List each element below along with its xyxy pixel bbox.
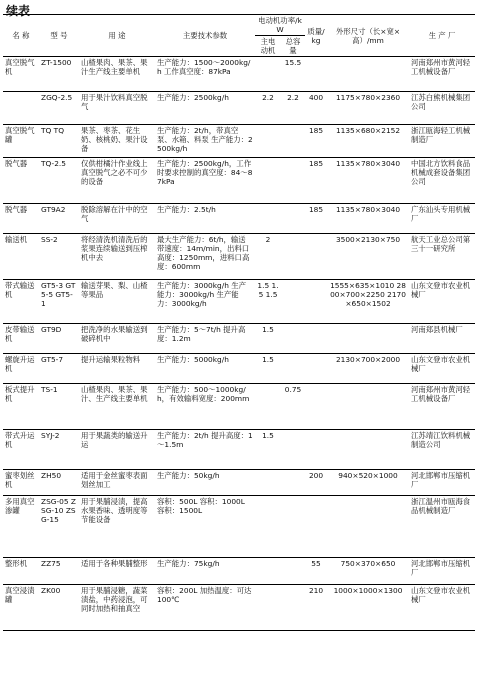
cell-mass xyxy=(305,430,327,470)
cell-usage: 将经清洗机清洗后的浆果连续输送到压榨机中去 xyxy=(79,234,155,280)
cell-name: 脱气器 xyxy=(3,204,39,234)
cell-mass xyxy=(305,496,327,558)
cell-motor-main xyxy=(255,470,281,496)
table-row xyxy=(3,585,475,631)
cell-motor-total xyxy=(281,324,305,354)
cell-usage: 适用于各种果脯整形 xyxy=(79,558,155,585)
cell-size xyxy=(327,324,409,354)
cell-motor-total xyxy=(281,496,305,558)
cell-motor-total xyxy=(281,558,305,585)
cell-motor-main xyxy=(255,496,281,558)
cell-tech: 生产能力：500～1000kg/h，有效输料宽度：200mm xyxy=(155,384,255,430)
cell-size: 750×370×650 xyxy=(327,558,409,585)
table-row xyxy=(3,384,475,430)
cell-name: 真空脱气罐 xyxy=(3,125,39,158)
cell-maker: 山东文登市农业机械厂 xyxy=(409,280,475,324)
cell-motor-main: 2.2 xyxy=(255,92,281,125)
cell-name xyxy=(3,92,39,125)
cell-usage: 把洗净的水果输送到破碎机中 xyxy=(79,324,155,354)
cell-model: GT5-7 xyxy=(39,354,79,384)
cell-usage: 用于果脯浸糖，蔬菜渍盐，中药浸泡，可同时加热和抽真空 xyxy=(79,585,155,631)
cell-mass: 200 xyxy=(305,470,327,496)
cell-motor-total xyxy=(281,430,305,470)
cell-motor-total xyxy=(281,585,305,631)
cell-tech: 生产能力：50kg/h xyxy=(155,470,255,496)
cell-maker: 浙江温州市瓯海食品机械制造厂 xyxy=(409,496,475,558)
cell-motor-main: 2 xyxy=(255,234,281,280)
cell-model: ZH50 xyxy=(39,470,79,496)
table-row xyxy=(3,324,475,354)
cell-size: 1555×635×1010 2800×700×2250 2170×650×1502 xyxy=(327,280,409,324)
cell-model: GT5-3 GT5-5 GT5-1 xyxy=(39,280,79,324)
cell-motor-main xyxy=(255,384,281,430)
cell-name: 板式提升机 xyxy=(3,384,39,430)
cell-usage: 提升运输果粒物料 xyxy=(79,354,155,384)
cell-tech: 生产能力：5000kg/h xyxy=(155,354,255,384)
cell-model: TQ-2.5 xyxy=(39,158,79,204)
cell-tech: 生产能力：2500kg/h xyxy=(155,92,255,125)
cell-maker: 河南郑县机械厂 xyxy=(409,324,475,354)
header-motor-total: 总容量 xyxy=(281,36,305,57)
cell-motor-total: 0.75 xyxy=(281,384,305,430)
cell-mass xyxy=(305,384,327,430)
cell-size xyxy=(327,430,409,470)
table-row xyxy=(3,558,475,585)
cell-usage: 山楂果肉、果茶、果汁、生产线主要单机 xyxy=(79,384,155,430)
cell-usage: 适用于金丝蜜枣表面划丝加工 xyxy=(79,470,155,496)
header-size: 外形尺寸（长×宽×高）/mm xyxy=(327,15,409,57)
cell-motor-main: 1.5 xyxy=(255,354,281,384)
cell-maker: 河南郑州市黄河轻工机械设备厂 xyxy=(409,384,475,430)
cell-name: 带式输送机 xyxy=(3,280,39,324)
cell-motor-main xyxy=(255,204,281,234)
cell-motor-total xyxy=(281,158,305,204)
cell-motor-total xyxy=(281,354,305,384)
cell-size: 1000×1000×1300 xyxy=(327,585,409,631)
cell-model: TS-1 xyxy=(39,384,79,430)
cell-tech: 生产能力：5～7t/h 提升高度：1.2m xyxy=(155,324,255,354)
cell-model: ZK00 xyxy=(39,585,79,631)
table-row xyxy=(3,158,475,204)
cell-tech: 容积：200L 加热温度：可达100℃ xyxy=(155,585,255,631)
table-row xyxy=(3,125,475,158)
cell-motor-total xyxy=(281,125,305,158)
cell-size: 1175×780×2360 xyxy=(327,92,409,125)
cell-maker: 河南郑州市黄河轻工机械设备厂 xyxy=(409,57,475,92)
cell-tech: 生产能力：2.5t/h xyxy=(155,204,255,234)
header-usage: 用 途 xyxy=(79,15,155,57)
cell-motor-total xyxy=(281,204,305,234)
cell-mass xyxy=(305,57,327,92)
cell-name: 皮带输送机 xyxy=(3,324,39,354)
cell-tech: 容积：500L 容积：1000L 容积：1500L xyxy=(155,496,255,558)
header-model: 型 号 xyxy=(39,15,79,57)
cell-model: ZZ75 xyxy=(39,558,79,585)
cell-name: 多用真空渗罐 xyxy=(3,496,39,558)
cell-mass: 185 xyxy=(305,158,327,204)
cell-usage: 用于果汁饮料真空脱气 xyxy=(79,92,155,125)
cell-motor-total xyxy=(281,470,305,496)
header-tech: 主要技术参数 xyxy=(155,15,255,57)
cell-usage: 山楂果肉、果茶、果汁生产线主要单机 xyxy=(79,57,155,92)
cell-name: 整形机 xyxy=(3,558,39,585)
equipment-table xyxy=(3,14,475,631)
cell-size: 1135×780×3040 xyxy=(327,158,409,204)
cell-tech: 生产能力：2t/h，带真空泵、水箱、料泵 生产能力：2500kg/h xyxy=(155,125,255,158)
table-row xyxy=(3,496,475,558)
cell-name: 蜜枣划丝机 xyxy=(3,470,39,496)
cell-mass xyxy=(305,234,327,280)
cell-usage: 果茶、枣茶、花生奶、核桃奶、果汁设备 xyxy=(79,125,155,158)
table-row xyxy=(3,92,475,125)
cell-name: 真空浸渍罐 xyxy=(3,585,39,631)
cell-tech: 最大生产能力：6t/h，输送带速度：14m/min，出料口高度：1250mm，进料口高度：600mm xyxy=(155,234,255,280)
header-maker: 生 产 厂 xyxy=(409,15,475,57)
cell-motor-main: 1.5 xyxy=(255,324,281,354)
table-row xyxy=(3,354,475,384)
cell-motor-main xyxy=(255,158,281,204)
cell-maker: 江苏靖江饮料机械制造公司 xyxy=(409,430,475,470)
cell-model: ZGQ-2.5 xyxy=(39,92,79,125)
table-row xyxy=(3,204,475,234)
cell-size xyxy=(327,384,409,430)
cell-model: SYJ-2 xyxy=(39,430,79,470)
cell-name: 脱气器 xyxy=(3,158,39,204)
cell-motor-main: 1.5 xyxy=(255,430,281,470)
cell-mass xyxy=(305,324,327,354)
cell-size: 1135×780×3040 xyxy=(327,204,409,234)
table-row xyxy=(3,57,475,92)
cell-maker: 山东文登市农业机械厂 xyxy=(409,585,475,631)
table-row xyxy=(3,280,475,324)
cell-tech: 生产能力：3000kg/h 生产能力：3000kg/h 生产能力：3000kg/h xyxy=(155,280,255,324)
table-row xyxy=(3,470,475,496)
cell-size: 3500×2130×750 xyxy=(327,234,409,280)
cell-motor-main xyxy=(255,125,281,158)
cell-mass xyxy=(305,354,327,384)
cell-mass: 185 xyxy=(305,125,327,158)
cell-usage: 仅供柑橘汁作业线上真空脱气之必不可少的设备 xyxy=(79,158,155,204)
cell-usage: 用于果蔬类的输送升运 xyxy=(79,430,155,470)
cell-size xyxy=(327,496,409,558)
cell-motor-main xyxy=(255,558,281,585)
header-name: 名 称 xyxy=(3,15,39,57)
cell-maker: 中国北方饮料食品机械成套设备集团公司 xyxy=(409,158,475,204)
header-mass: 质量/kg xyxy=(305,15,327,57)
cell-maker: 航天工业总公司第三十一研究所 xyxy=(409,234,475,280)
cell-name: 输送机 xyxy=(3,234,39,280)
cell-motor-total: 15.5 xyxy=(281,57,305,92)
cell-motor-total xyxy=(281,280,305,324)
table-row xyxy=(3,234,475,280)
cell-mass: 210 xyxy=(305,585,327,631)
cell-maker: 广东汕头专用机械厂 xyxy=(409,204,475,234)
cell-motor-total xyxy=(281,234,305,280)
cell-tech: 生产能力：2t/h 提升高度：1～1.5m xyxy=(155,430,255,470)
cell-maker: 山东文登市农业机械厂 xyxy=(409,354,475,384)
cell-usage: 脱除溶解在汁中的空气 xyxy=(79,204,155,234)
cell-usage: 输送芽果、梨、山楂等果品 xyxy=(79,280,155,324)
cell-model: GT9D xyxy=(39,324,79,354)
cell-name: 真空脱气机 xyxy=(3,57,39,92)
cell-name: 螺旋升运机 xyxy=(3,354,39,384)
cell-motor-main: 1.5 1.5 1.5 xyxy=(255,280,281,324)
cell-usage: 用于果脯浸渍，提高水果香味、透明度等节能设备 xyxy=(79,496,155,558)
cell-size: 940×520×1000 xyxy=(327,470,409,496)
cell-mass: 185 xyxy=(305,204,327,234)
cell-motor-total: 2.2 xyxy=(281,92,305,125)
table-row xyxy=(3,430,475,470)
cell-model: SS-2 xyxy=(39,234,79,280)
cell-size: 1135×680×2152 xyxy=(327,125,409,158)
cell-model: ZT-1500 xyxy=(39,57,79,92)
cell-tech: 生产能力：1500～2000kg/h 工作真空度：87kPa xyxy=(155,57,255,92)
cell-maker: 河北邯郸市压缩机厂 xyxy=(409,470,475,496)
header-motor-main: 主电动机 xyxy=(255,36,281,57)
cell-size: 2130×700×2000 xyxy=(327,354,409,384)
cell-tech: 生产能力：75kg/h xyxy=(155,558,255,585)
cell-model: TQ TQ xyxy=(39,125,79,158)
header-motor: 电动机功率/kW xyxy=(255,15,305,36)
cell-mass: 55 xyxy=(305,558,327,585)
cell-mass xyxy=(305,280,327,324)
cell-model: ZSG-05 ZSG-10 ZSG-15 xyxy=(39,496,79,558)
cell-name: 带式升运机 xyxy=(3,430,39,470)
cell-maker: 河北邯郸市压缩机厂 xyxy=(409,558,475,585)
cell-mass: 400 xyxy=(305,92,327,125)
cell-maker: 浙江瓯海轻工机械制造厂 xyxy=(409,125,475,158)
cell-motor-main xyxy=(255,57,281,92)
cell-size xyxy=(327,57,409,92)
cell-tech: 生产能力：2500kg/h，工作时要求控制的真空度：84～87kPa xyxy=(155,158,255,204)
cell-maker: 江苏白熊机械集团公司 xyxy=(409,92,475,125)
cell-motor-main xyxy=(255,585,281,631)
page-title: 续表 xyxy=(6,4,31,18)
cell-model: GT9A2 xyxy=(39,204,79,234)
